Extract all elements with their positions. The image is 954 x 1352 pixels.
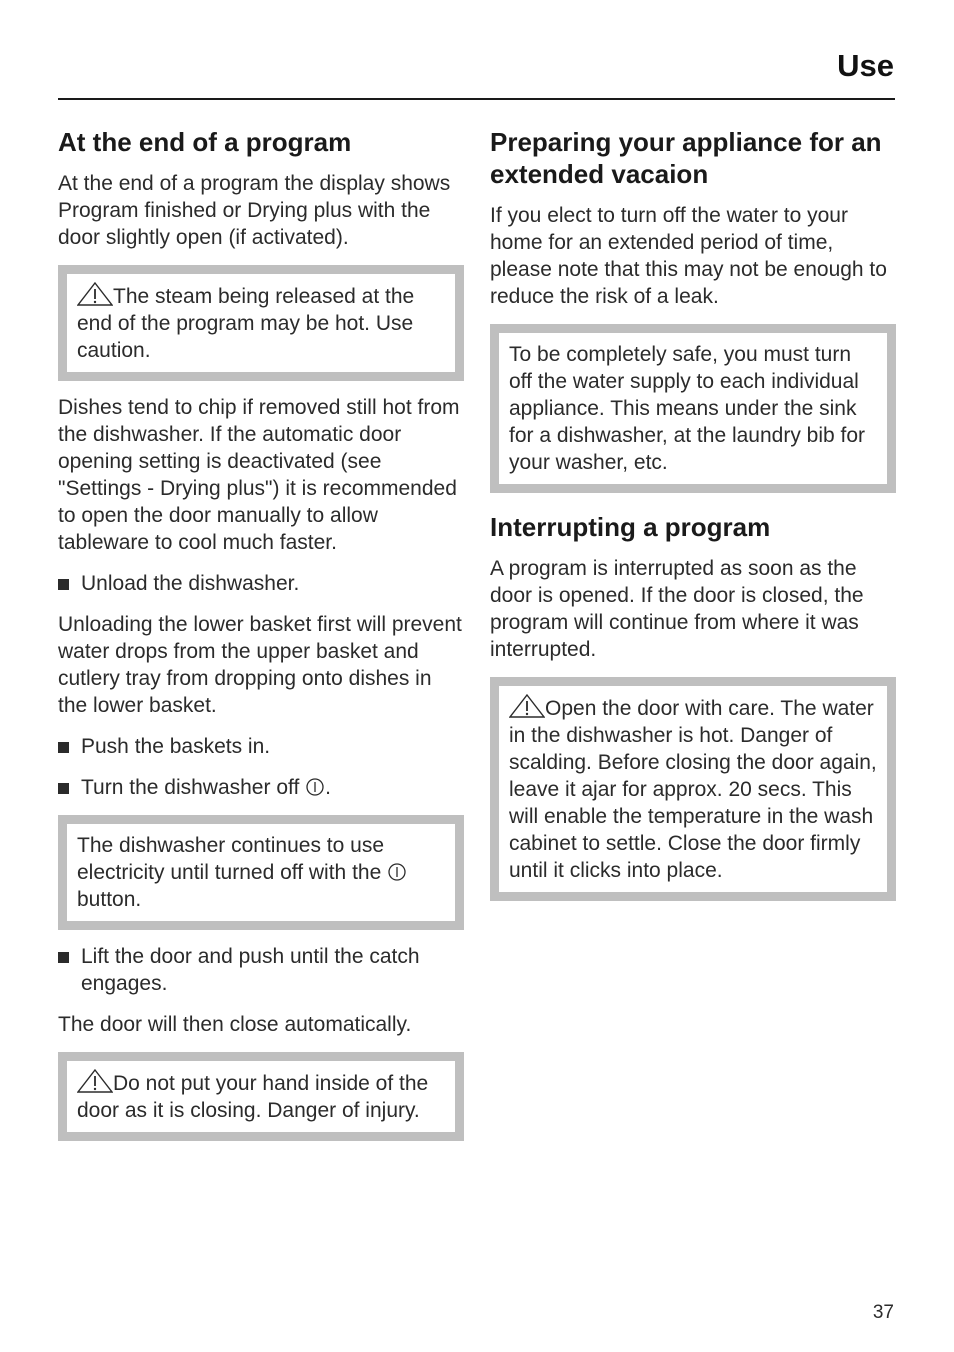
bullet-square-icon xyxy=(58,952,69,963)
bullet-square-icon xyxy=(58,783,69,794)
interrupt-paragraph: A program is interrupted as soon as the door is opened. If the door is closed, the program will continue from where it was interrupted. xyxy=(490,557,864,661)
power-icon xyxy=(387,862,407,882)
note-water-supply-text: To be completely safe, you must turn off the water supply to each individual appliance. This means under the sink for a dishwasher, at the laundry bib for your washer, etc. xyxy=(509,343,866,474)
warning-triangle-icon xyxy=(77,1069,113,1093)
warning-box-door xyxy=(490,677,896,901)
unloading-paragraph: Unloading the lower basket first will prevent water drops from the upper basket and cutlery tray from dropping onto dishes in the lower basket. xyxy=(58,613,462,717)
right-column xyxy=(490,126,896,914)
warning-steam-text: The steam being released at the end of the program may be hot. Use caution. xyxy=(77,285,415,362)
note-electricity-end: button. xyxy=(77,888,142,911)
page-number: 37 xyxy=(872,1302,894,1323)
warning-door-text: Open the door with care. The water in the dishwasher is hot. Danger of scalding. Before closing the door again, leave it ajar for approx. 20 secs. This will enable the temperature in the wash cabinet to settle. Close the door firmly until it clicks into place. xyxy=(509,697,877,882)
bullet-unload-text: Unload the dishwasher. xyxy=(81,572,300,595)
heading-interrupting: Interrupting a program xyxy=(490,512,771,542)
note-box-electricity xyxy=(58,815,464,930)
header-rule xyxy=(58,98,895,100)
warning-triangle-icon xyxy=(509,694,545,718)
warning-box-steam xyxy=(58,265,464,381)
bullet-square-icon xyxy=(58,742,69,753)
note-box-water-supply xyxy=(490,324,896,493)
warning-box-hand xyxy=(58,1052,464,1141)
left-column xyxy=(58,126,464,1154)
bullet-lift-door xyxy=(58,943,464,997)
bullet-turn-off xyxy=(58,774,464,801)
heading-vacation: Preparing your appliance for an extended vacaion xyxy=(490,127,882,189)
bullet-square-icon xyxy=(58,579,69,590)
section-title: Use xyxy=(837,48,894,83)
warning-hand-text: Do not put your hand inside of the door as it is closing. Danger of injury. xyxy=(77,1072,429,1122)
bullet-turn-off-text: Turn the dishwasher off xyxy=(81,776,300,799)
bullet-unload xyxy=(58,570,464,597)
warning-triangle-icon xyxy=(77,282,113,306)
bullet-push-baskets xyxy=(58,733,464,760)
vacation-paragraph: If you elect to turn off the water to your home for an extended period of time, please note that this may not be enough to reduce the risk of a leak. xyxy=(490,204,887,308)
power-icon xyxy=(305,777,325,797)
heading-end-of-program: At the end of a program xyxy=(58,127,352,157)
note-electricity-text: The dishwasher continues to use electricity until turned off with the xyxy=(77,834,385,884)
bullet-turn-off-end: . xyxy=(325,776,331,799)
intro-paragraph: At the end of a program the display shows Program finished or Drying plus with the door slightly open (if activated). xyxy=(58,172,451,249)
bullet-lift-door-text: Lift the door and push until the catch engages. xyxy=(81,945,420,995)
chip-paragraph: Dishes tend to chip if removed still hot from the dishwasher. If the automatic door opening setting is deactivated (see "Settings - Drying plus") it is recommended to open the door manually to allow tableware to cool much faster. xyxy=(58,396,460,554)
door-close-paragraph: The door will then close automatically. xyxy=(58,1013,412,1036)
bullet-push-baskets-text: Push the baskets in. xyxy=(81,735,271,758)
